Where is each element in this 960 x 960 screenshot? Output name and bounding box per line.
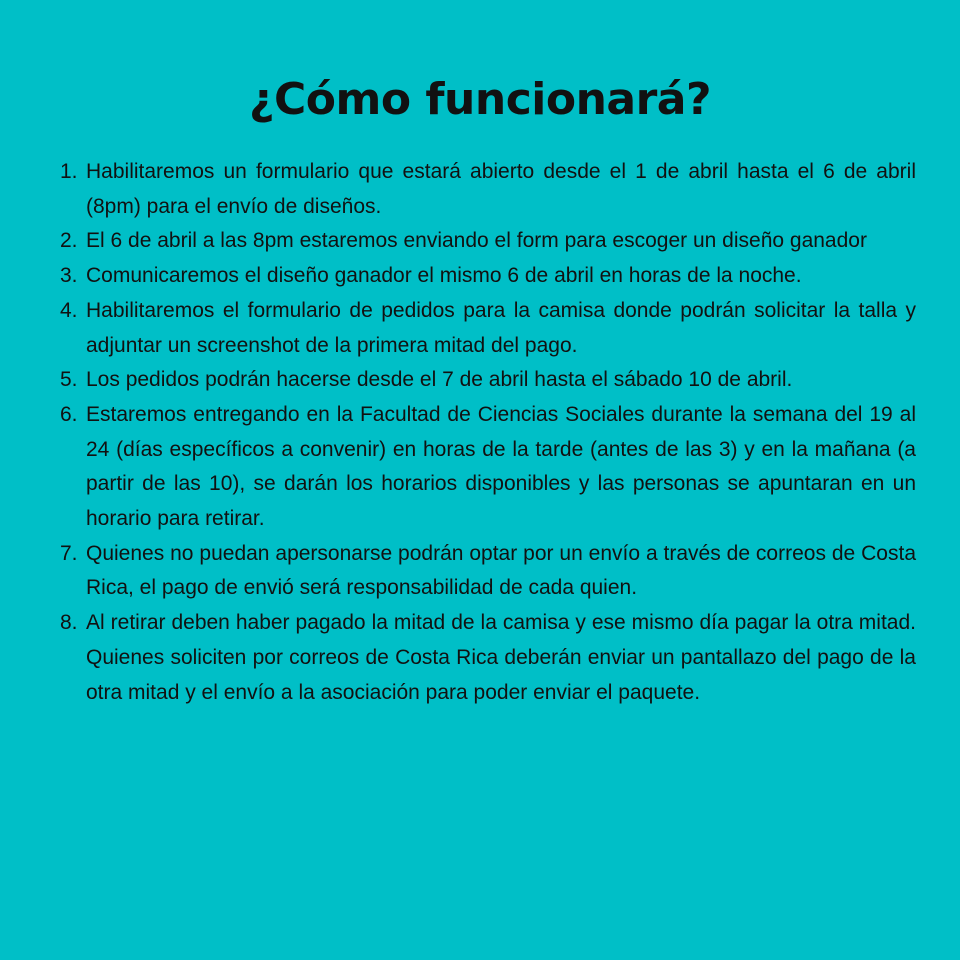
page-title: ¿Cómo funcionará? (248, 74, 712, 125)
step-item-4 (60, 294, 916, 363)
step-item-8 (60, 606, 916, 710)
step-item-6 (60, 398, 916, 537)
step-item-7 (60, 537, 916, 606)
step-number: 6. (60, 402, 78, 426)
step-item-5 (60, 363, 916, 398)
step-text: Al retirar deben haber pagado la mitad de la camisa y ese mismo día pagar la otra mitad. Quienes soliciten por correos de Costa Rica deberán enviar un pantallazo del pago de la otra mitad y el envío a la asociación para poder enviar el paquete. (86, 611, 916, 704)
step-text: Estaremos entregando en la Facultad de Ciencias Sociales durante la semana del 19 al 24 (días específicos a convenir) en horas de la tarde (antes de las 3) y en la mañana (a partir de las 10), se darán los horarios disponibles y las personas se apuntaran en un horario para retirar. (86, 402, 916, 531)
step-item-2 (60, 224, 916, 259)
step-number: 3. (60, 264, 78, 288)
step-text: El 6 de abril a las 8pm estaremos enviando el form para escoger un diseño ganador (86, 229, 867, 253)
step-text: Comunicaremos el diseño ganador el mismo 6 de abril en horas de la noche. (86, 264, 802, 288)
step-text: Los pedidos podrán hacerse desde el 7 de abril hasta el sábado 10 de abril. (86, 368, 793, 392)
step-text: Habilitaremos el formulario de pedidos para la camisa donde podrán solicitar la talla y adjuntar un screenshot de la primera mitad del pago. (86, 298, 916, 357)
step-number: 1. (60, 160, 78, 183)
step-number: 5. (60, 368, 78, 392)
step-text: Quienes no puedan apersonarse podrán optar por un envío a través de correos de Costa Rica, el pago de envió será responsabilidad de cada quien. (86, 541, 916, 600)
steps-list (60, 155, 916, 710)
step-item-3 (60, 259, 916, 294)
step-number: 8. (60, 611, 78, 635)
step-text: Habilitaremos un formulario que estará abierto desde el 1 de abril hasta el 6 de abril (8pm) para el envío de diseños. (86, 160, 916, 218)
step-item-1 (60, 155, 916, 224)
step-number: 4. (60, 298, 78, 322)
step-number: 2. (60, 229, 78, 253)
step-number: 7. (60, 541, 78, 565)
